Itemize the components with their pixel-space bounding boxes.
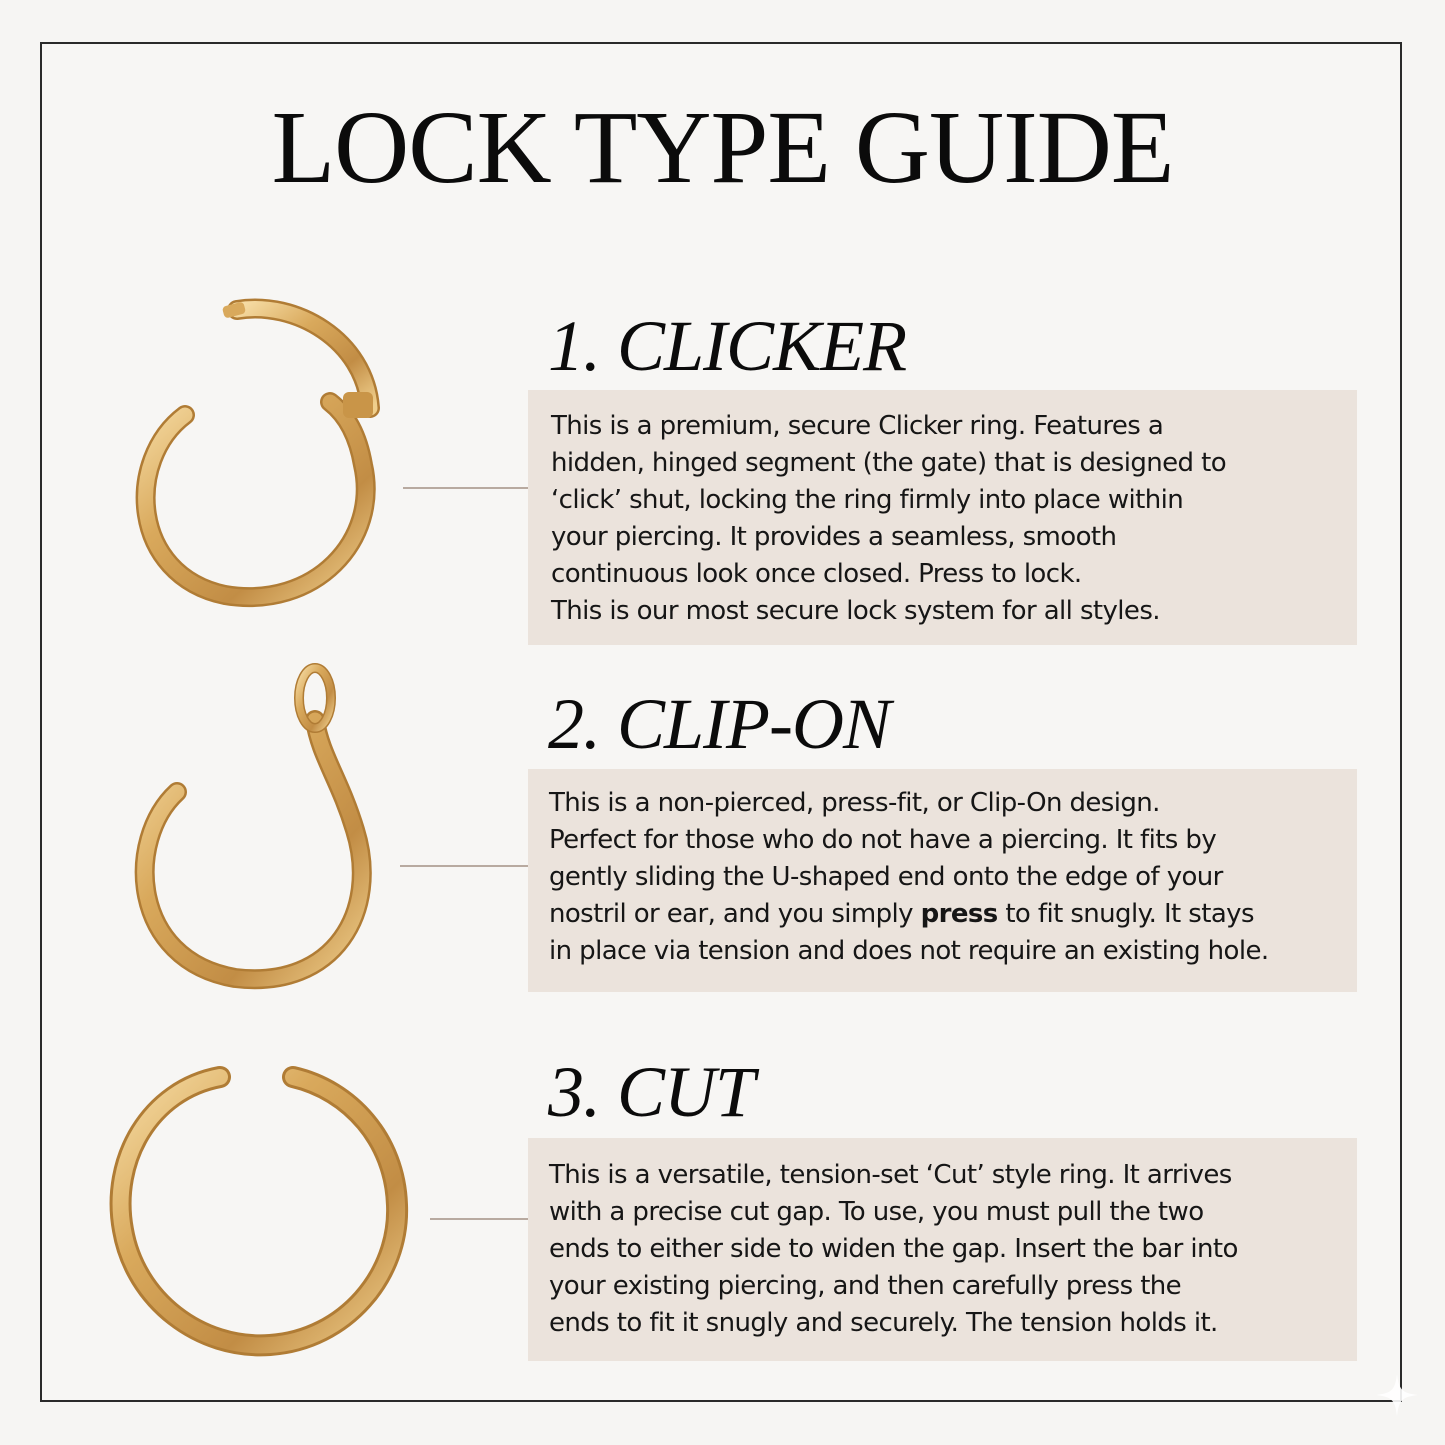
clicker-ring-image [125, 290, 395, 620]
clicker-leader-line [403, 487, 528, 489]
cut-description-box [528, 1138, 1357, 1361]
clip-on-description-part2: to fit snugly. It stays in place via tension and does not require an existing hole. [549, 899, 1269, 966]
clip-on-leader-line [400, 865, 528, 867]
clip-on-description-bold: press [920, 899, 998, 929]
clip-on-description-box [528, 769, 1357, 992]
clip-on-description-part1: This is a non-pierced, press-fit, or Clip-On design. Perfect for those who do not have a piercing. It fits by gently sliding the U-shaped end onto the edge of your nostril or ear, and you simply [549, 788, 1223, 929]
cut-leader-line [430, 1218, 528, 1220]
clicker-heading: 1. CLICKER [548, 306, 907, 386]
page-title: LOCK TYPE GUIDE [271, 90, 1174, 205]
cut-ring-image [105, 1060, 415, 1370]
sparkle-icon [1374, 1372, 1420, 1418]
clip-on-heading: 2. CLIP-ON [548, 684, 891, 764]
cut-description: This is a versatile, tension-set ‘Cut’ style ring. It arrives with a precise cut gap. To use, you must pull the two ends to either side to widen the gap. Insert the bar into your existing piercing, and then carefully press the ends to fit it snugly and securely. The tension holds it. [549, 1160, 1238, 1338]
cut-heading: 3. CUT [548, 1052, 755, 1132]
clip-on-ring-image [125, 660, 395, 1000]
clicker-description-box [528, 390, 1357, 645]
clicker-description: This is a premium, secure Clicker ring. Features a hidden, hinged segment (the gate) that is designed to ‘click’ shut, locking the ring firmly into place within your piercing. It provides a seamless, smooth continuous look once closed. Press to lock. This is our most secure lock system for all styles. [551, 411, 1226, 626]
clip-on-description [549, 785, 1345, 970]
